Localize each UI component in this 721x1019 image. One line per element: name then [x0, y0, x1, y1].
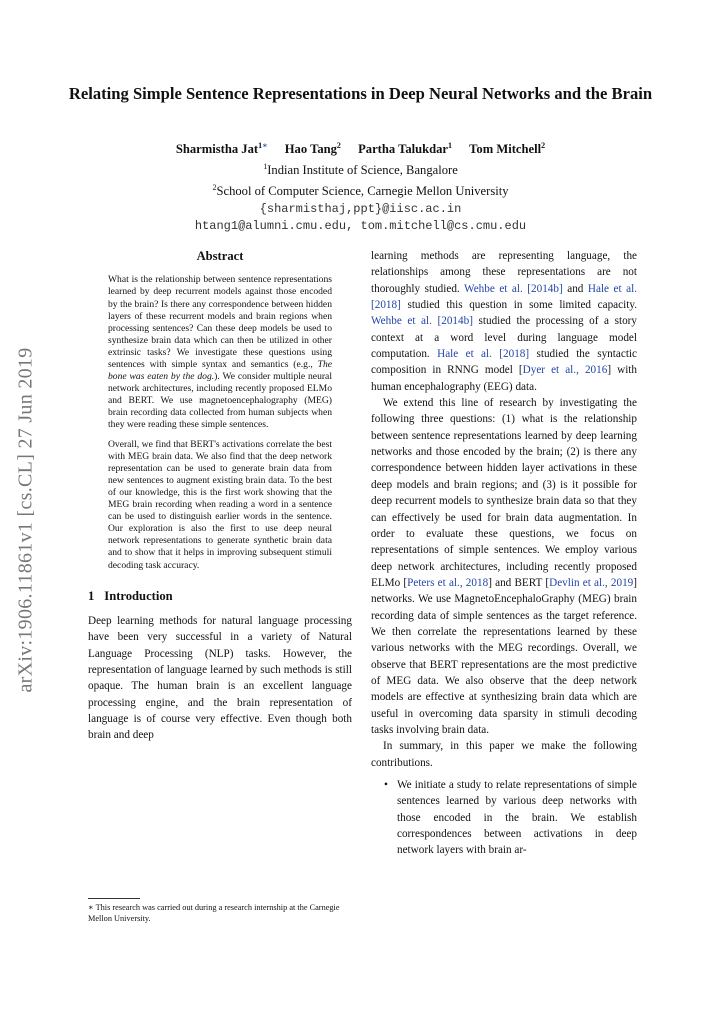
- citation-link[interactable]: Devlin et al., 2019: [549, 576, 634, 589]
- section-heading: 1 Introduction: [88, 588, 173, 603]
- author-name: Partha Talukdar$^1$: [358, 141, 453, 157]
- email-line-1: {sharmisthaj,ppt}@iisc.ac.in: [259, 201, 462, 216]
- footnote-rule: [88, 898, 140, 899]
- abstract: [108, 274, 332, 571]
- author-names: [60, 137, 661, 158]
- author-block: [60, 137, 661, 235]
- citation-link[interactable]: Hale et al. [2018]: [437, 348, 530, 361]
- left-column: [88, 248, 352, 744]
- body-paragraph: We extend this line of research by investigating the following three questions: (1) what is the relationship between sentence representations learned by deep learning networks and those encoded by the brain; (2) is there any correspondence between hidden layer activations in these deep models and brain regions; and (3) is it possible for deep recurrent models to synthesize brain data so that they can effectively be used for brain data augmentation. In order to evaluate these questions, we focus on representations of simple sentences. We employ various deep network architectures, including recently proposed ELMo [Peters et al., 2018] and BERT [Devlin et al., 2019] networks. We use MagnetoEncephaloGraphy (MEG) brain recording data of simple sentences as the target reference. We then correlate the representations learned by these various networks with the MEG recordings. Overall, we observe that BERT representations are the most predictive of MEG data. We also observe that the deep network models are effective at synthesizing brain data which are useful in overcoming data sparsity in stimuli decoding tasks involving brain data.: [371, 397, 637, 736]
- affiliation-2: $^2$School of Computer Science, Carnegie Mellon University: [212, 183, 509, 199]
- citation-link[interactable]: Dyer et al., 2016: [522, 364, 608, 377]
- paper-title: Relating Simple Sentence Representations in Deep Neural Networks and the Brain: [68, 84, 653, 103]
- abstract-heading: Abstract: [196, 249, 244, 263]
- body-paragraph: learning methods are representing language, the relationships among these representations are not thoroughly studied. Wehbe et al. [2014b] and Hale et al. [2018] studied this question in some limited capacity. Wehbe et al. [2014b] studied the processing of a story context at a word level during language model computation. Hale et al. [2018] studied the syntactic composition in RNNG model [Dyer et al., 2016] with human encephalography (EEG) data.: [371, 250, 638, 393]
- citation-link[interactable]: Wehbe et al. [2014b]: [371, 315, 473, 328]
- abstract-paragraph: What is the relationship between sentence representations learned by deep recurrent models against those encoded by the brain? Is there any correspondence between hidden layers of these recurrent models and brain regions when processing sentences? Can these deep models be used to synthesize brain data which can then be utilized in other extrinsic tasks? We investigate these questions using sentences with simple syntax and semantics (e.g., The bone was eaten by the dog.). We consider multiple neural network architectures, including recently proposed ELMo and BERT. We use magnetoencephalography (MEG) brain recording data collected from human subjects when they were reading these simple sentences.: [108, 274, 332, 431]
- author-name: Sharmistha Jat$^{1∗}$: [175, 141, 268, 157]
- affiliation-1: $^1$Indian Institute of Science, Bangalore: [263, 162, 458, 178]
- list-item: • We initiate a study to relate representations of simple sentences learned by various deep networks with those encoded in the brain. We establish correspondences between activations in deep network layers with brain ar-: [397, 777, 637, 859]
- body-paragraph: In summary, in this paper we make the following contributions.: [371, 740, 637, 769]
- email-line-2: htang1@alumni.cmu.edu, tom.mitchell@cs.cmu.edu: [194, 218, 527, 233]
- contribution-list: [371, 777, 637, 859]
- author-name: Tom Mitchell$^2$: [469, 141, 546, 157]
- author-name: Hao Tang$^2$: [284, 141, 341, 157]
- right-column: [371, 248, 637, 859]
- footnote: ∗ This research was carried out during a research internship at the Carnegie Mellon University.: [88, 898, 352, 924]
- citation-link[interactable]: Wehbe et al. [2014b]: [464, 282, 563, 295]
- arxiv-stamp: arXiv:1906.11861v1 [cs.CL] 27 Jun 2019: [14, 347, 37, 693]
- citation-link[interactable]: Hale et al. [2018]: [371, 282, 637, 312]
- abstract-paragraph: Overall, we find that BERT's activations correlate the best with MEG brain data. We also find that the deep network representation can be used to generate brain data from new sentences to augment existing brain data. To the best of our knowledge, this is the first work showing that the MEG brain recording when reading a word in a sentence can be used to distinguish earlier words in the sentence. Our exploration is also the first to use deep neural network representations to generate synthetic brain data and to show that it helps in improving subsequent stimuli decoding task accuracy.: [108, 438, 332, 571]
- citation-link[interactable]: Peters et al., 2018: [407, 576, 489, 589]
- intro-paragraph: Deep learning methods for natural language processing have been very successful in a variety of Natural Language Processing (NLP) tasks. However, the representation of language learned by such methods is still opaque. The human brain is an excellent language processing engine, and the brain representation of language is of course very effective. Even though both brain and deep: [88, 614, 352, 742]
